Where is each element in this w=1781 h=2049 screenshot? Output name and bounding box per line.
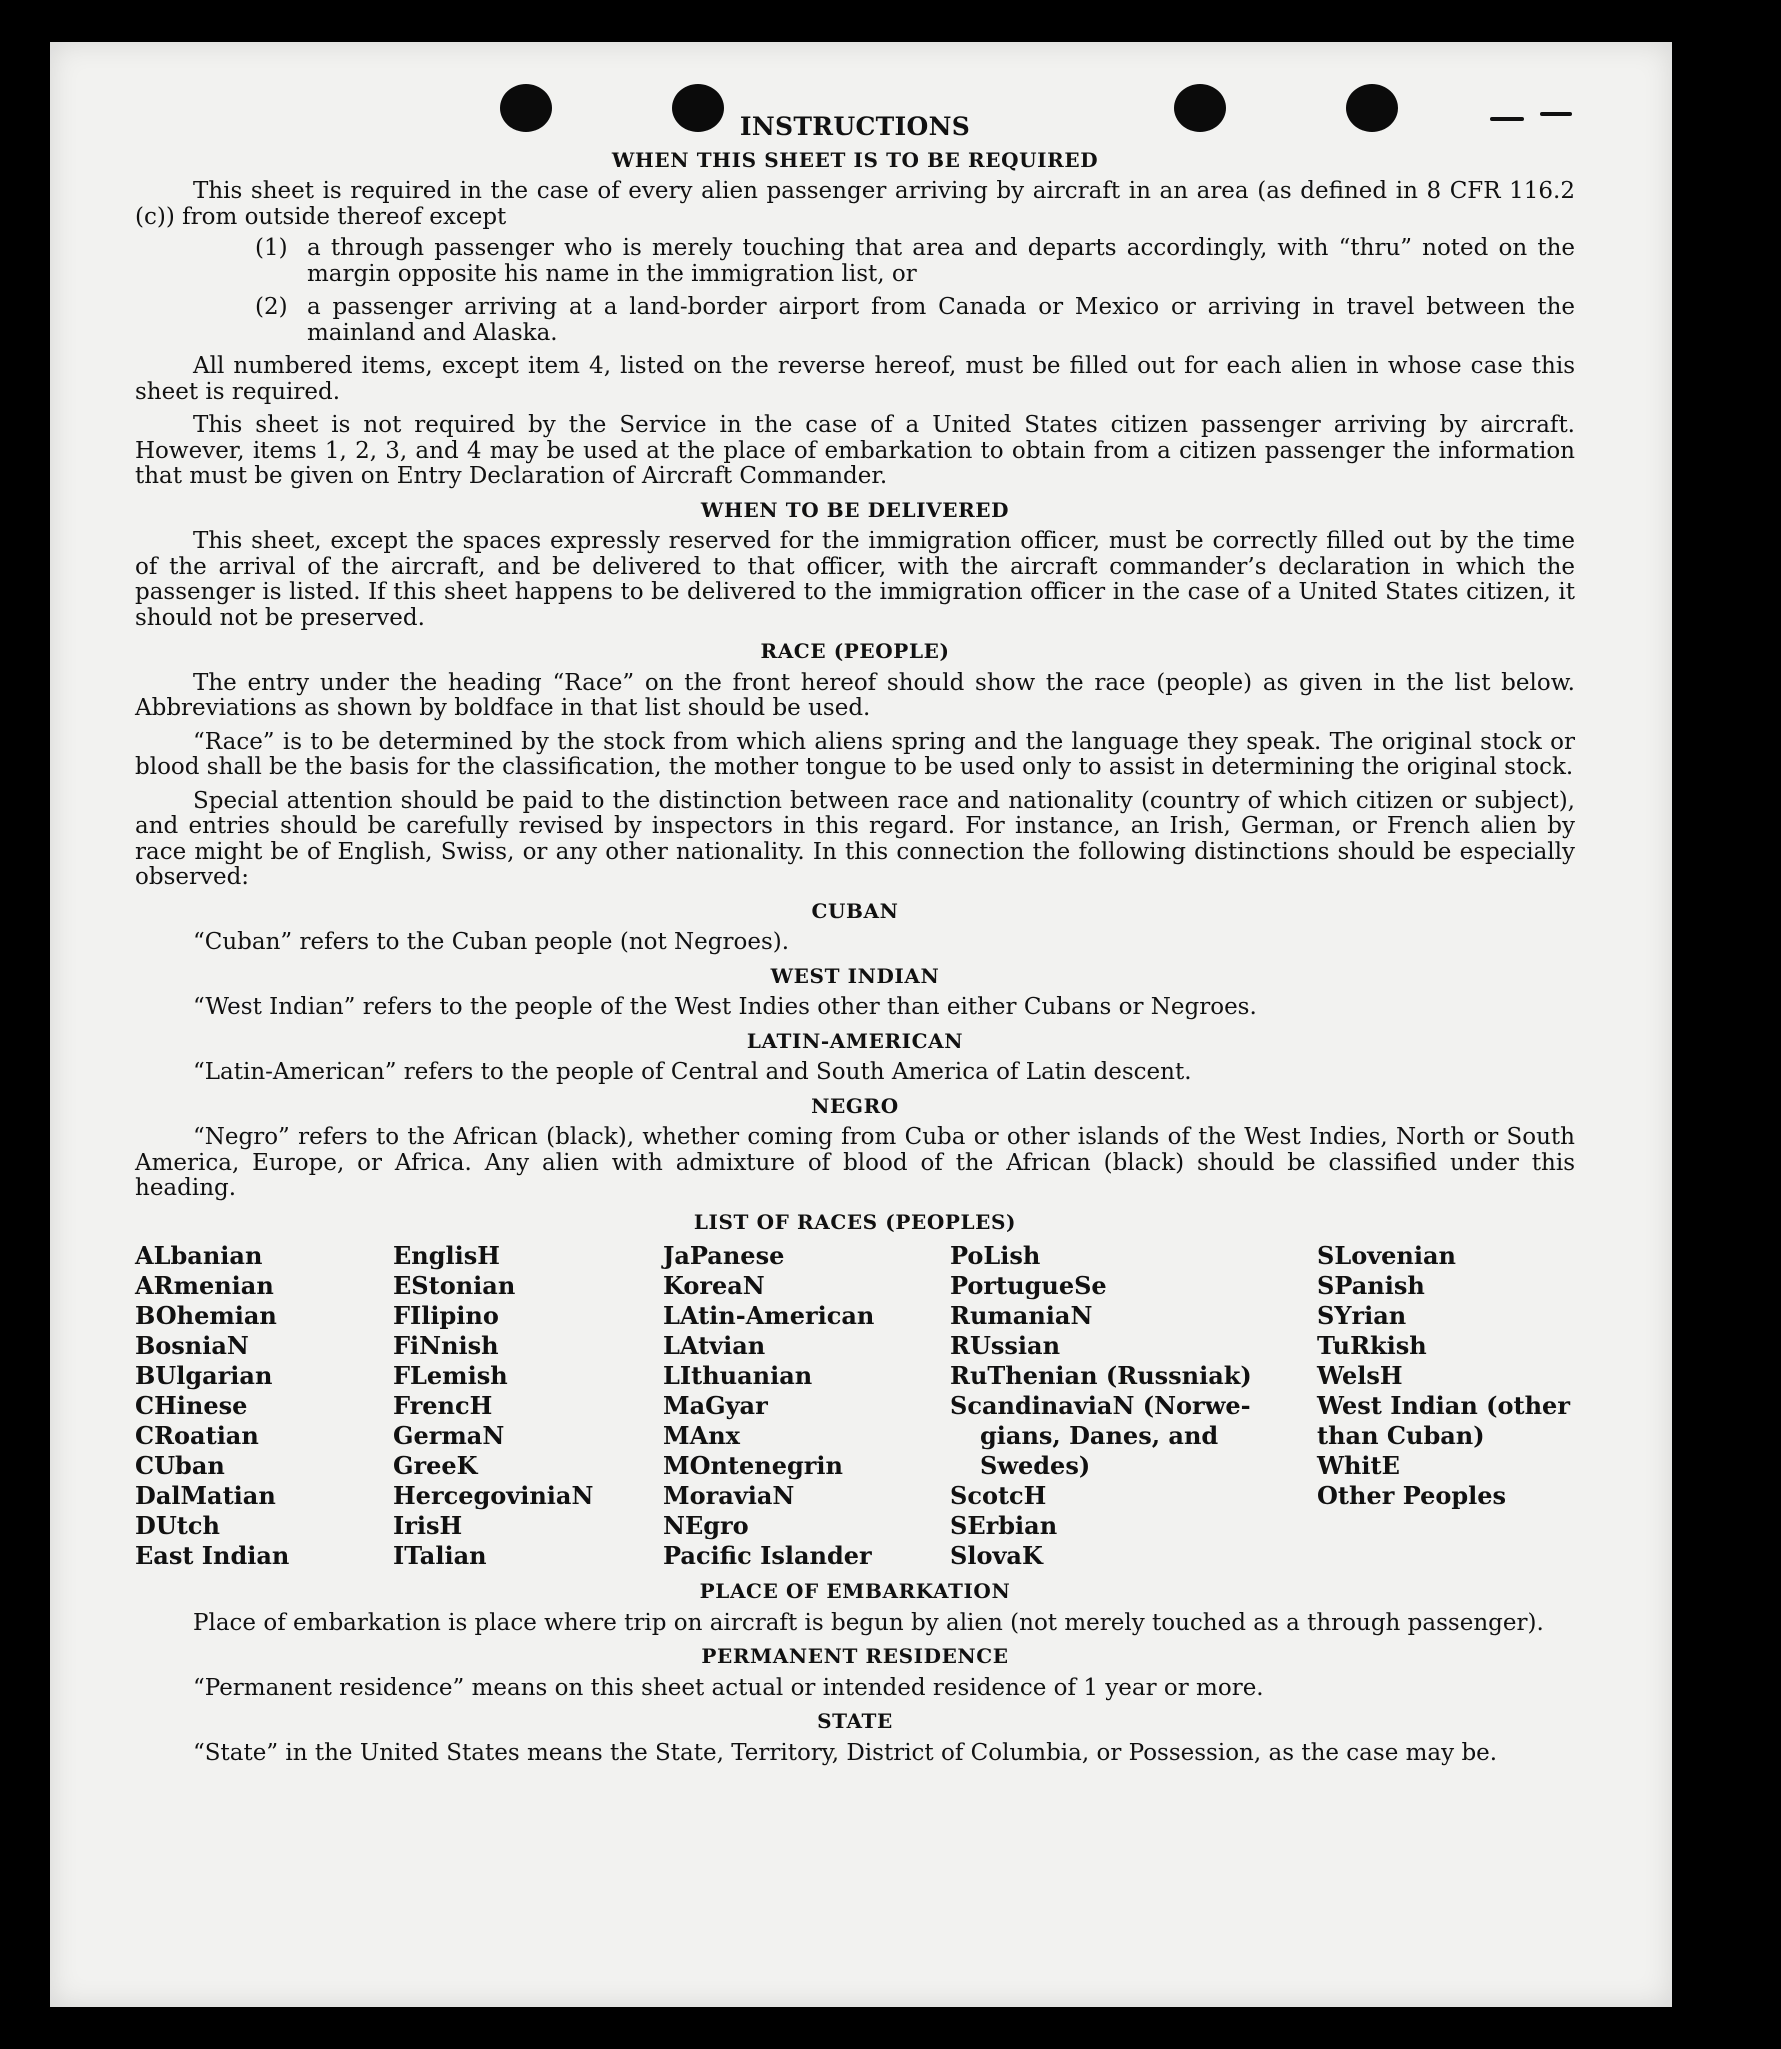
section-heading: CUBAN bbox=[811, 898, 899, 923]
race-entry: BOhemian bbox=[135, 1301, 277, 1330]
race-entry: ScotcH bbox=[950, 1481, 1047, 1510]
race-entry: PoLish bbox=[950, 1241, 1041, 1270]
race-column bbox=[393, 1241, 663, 1571]
race-entry: NEgro bbox=[663, 1511, 749, 1540]
race-entry: ARmenian bbox=[135, 1271, 274, 1300]
race-entry: LAtvian bbox=[663, 1331, 766, 1360]
race-entry: FIlipino bbox=[393, 1301, 499, 1330]
paragraph: “Permanent residence” means on this sheet actual or intended residence of 1 year or more. bbox=[193, 1674, 1264, 1701]
race-entry: BUlgarian bbox=[135, 1361, 273, 1390]
race-entry: DalMatian bbox=[135, 1481, 276, 1510]
list-item bbox=[255, 295, 1575, 346]
race-entry: ALbanian bbox=[135, 1241, 263, 1270]
race-entry: GreeK bbox=[393, 1451, 478, 1480]
paragraph: “State” in the United States means the State, Territory, District of Columbia, or Possession, as the case may be. bbox=[193, 1739, 1498, 1766]
paragraph: “Negro” refers to the African (black), whether coming from Cuba or other islands of the West Indies, North or South America, Europe, or Africa. Any alien with admixture of blood of the African (black) should be classified under this heading. bbox=[135, 1124, 1575, 1201]
race-entry: SYrian bbox=[1317, 1301, 1407, 1330]
race-entry: LAtin-American bbox=[663, 1301, 875, 1330]
paragraph: “Race” is to be determined by the stock from which aliens spring and the language they speak. The original stock or blood shall be the basis for the classification, the mother tongue to be used only to assist in determining the original stock. bbox=[135, 728, 1575, 780]
race-entry: RumaniaN bbox=[950, 1301, 1093, 1330]
item-number: (2) bbox=[255, 294, 288, 320]
paragraph: “West Indian” refers to the people of the West Indies other than either Cubans or Negroes. bbox=[193, 994, 1257, 1020]
race-entry: FiNnish bbox=[393, 1331, 499, 1360]
race-entry: Other Peoples bbox=[1317, 1481, 1507, 1510]
race-entry: FLemish bbox=[393, 1361, 508, 1390]
section-heading: STATE bbox=[817, 1709, 893, 1733]
section-heading: WEST INDIAN bbox=[770, 963, 940, 988]
race-entry: GermaN bbox=[393, 1421, 505, 1450]
item-text: a through passenger who is merely touching that area and departs accordingly, with “thru” noted on the margin opposite his name in the immigration list, or bbox=[307, 235, 1575, 287]
race-entry: EStonian bbox=[393, 1271, 516, 1300]
race-entry: East Indian bbox=[135, 1541, 290, 1570]
page-title: INSTRUCTIONS bbox=[739, 112, 971, 141]
paragraph: Special attention should be paid to the distinction between race and nationality (country of which citizen or subject), and entries should be carefully revised by inspectors in this regard. For instance, an Irish, German, or French alien by race might be of English, Swiss, or any other nationality. In this connection the following distinctions should be especially observed: bbox=[135, 787, 1575, 890]
section-heading: RACE (PEOPLE) bbox=[760, 639, 950, 663]
race-entry: ScandinaviaN (Norwe- bbox=[950, 1391, 1251, 1420]
race-entry: CUban bbox=[135, 1451, 225, 1480]
item-text: a passenger arriving at a land-border airport from Canada or Mexico or arriving in travel between the mainland and Alaska. bbox=[307, 294, 1575, 346]
paragraph: Place of embarkation is place where trip on aircraft is begun by alien (not merely touched as a through passenger). bbox=[193, 1609, 1544, 1636]
race-entry: Pacific Islander bbox=[663, 1541, 872, 1570]
race-entry: MoraviaN bbox=[663, 1481, 795, 1510]
paragraph: “Latin-American” refers to the people of Central and South America of Latin descent. bbox=[193, 1059, 1192, 1085]
race-entry: MOntenegrin bbox=[663, 1451, 843, 1480]
section-heading: LATIN-AMERICAN bbox=[746, 1028, 964, 1053]
race-entry: BosniaN bbox=[135, 1331, 249, 1360]
race-list bbox=[135, 1241, 1575, 1571]
section-heading: WHEN THIS SHEET IS TO BE REQUIRED bbox=[611, 147, 1099, 172]
race-entry: SLovenian bbox=[1317, 1241, 1456, 1270]
race-entry: TuRkish bbox=[1317, 1331, 1427, 1360]
paragraph: This sheet is not required by the Service in the case of a United States citizen passenger arriving by aircraft. However, items 1, 2, 3, and 4 may be used at the place of embarkation to obtain from a citizen passenger the information that must be given on Entry Declaration of Aircraft Commander. bbox=[135, 412, 1575, 489]
section-heading: WHEN TO BE DELIVERED bbox=[700, 497, 1010, 522]
paragraph: “Cuban” refers to the Cuban people (not Negroes). bbox=[193, 929, 790, 955]
race-entry: CHinese bbox=[135, 1391, 248, 1420]
race-column bbox=[1317, 1241, 1575, 1571]
race-entry: LIthuanian bbox=[663, 1361, 813, 1390]
race-entry: ITalian bbox=[393, 1541, 487, 1570]
race-entry: HercegoviniaN bbox=[393, 1481, 594, 1510]
paragraph: All numbered items, except item 4, listed on the reverse hereof, must be filled out for each alien in whose case this sheet is required. bbox=[135, 353, 1575, 405]
race-entry: WhitE bbox=[1317, 1451, 1400, 1480]
race-entry: RuThenian (Russniak) bbox=[950, 1361, 1252, 1390]
race-column bbox=[950, 1241, 1317, 1571]
race-entry: EnglisH bbox=[393, 1241, 500, 1270]
race-entry: gians, Danes, and bbox=[980, 1421, 1219, 1450]
race-entry: JaPanese bbox=[663, 1241, 785, 1270]
paragraph: The entry under the heading “Race” on the front hereof should show the race (people) as given in the list below. Abbreviations as shown by boldface in that list should be used. bbox=[135, 669, 1575, 721]
race-entry: FrencH bbox=[393, 1391, 493, 1420]
race-entry: WelsH bbox=[1317, 1361, 1403, 1390]
paragraph: This sheet, except the spaces expressly reserved for the immigration officer, must be correctly filled out by the time of the arrival of the aircraft, and be delivered to that officer, with the aircraft commander’s declaration in which the passenger is listed. If this sheet happens to be delivered to the immigration officer in the case of a United States citizen, it should not be preserved. bbox=[135, 528, 1575, 631]
race-entry: than Cuban) bbox=[1317, 1421, 1485, 1450]
race-entry: Swedes) bbox=[980, 1451, 1091, 1480]
section-heading: LIST OF RACES (PEOPLES) bbox=[693, 1209, 1017, 1234]
race-column bbox=[135, 1241, 393, 1571]
race-entry: IrisH bbox=[393, 1511, 463, 1540]
race-entry: DUtch bbox=[135, 1511, 220, 1540]
race-entry: RUssian bbox=[950, 1331, 1061, 1360]
race-entry: MAnx bbox=[663, 1421, 740, 1450]
instructions-content bbox=[135, 114, 1575, 1774]
section-heading: NEGRO bbox=[811, 1093, 899, 1118]
paragraph: This sheet is required in the case of every alien passenger arriving by aircraft in an area (as defined in 8 CFR 116.2 (c)) from outside thereof except bbox=[135, 178, 1575, 230]
race-column bbox=[663, 1241, 950, 1571]
section-heading: PLACE OF EMBARKATION bbox=[699, 1579, 1011, 1603]
race-entry: KoreaN bbox=[663, 1271, 765, 1300]
section-heading: PERMANENT RESIDENCE bbox=[701, 1644, 1009, 1668]
race-entry: MaGyar bbox=[663, 1391, 768, 1420]
race-entry: PortugueSe bbox=[950, 1271, 1107, 1300]
race-entry: CRoatian bbox=[135, 1421, 259, 1450]
race-entry: SlovaK bbox=[950, 1541, 1043, 1570]
item-number: (1) bbox=[255, 235, 288, 261]
race-entry: SErbian bbox=[950, 1511, 1058, 1540]
race-entry: West Indian (other bbox=[1317, 1391, 1570, 1420]
race-entry: SPanish bbox=[1317, 1271, 1425, 1300]
document-page bbox=[50, 42, 1672, 2007]
list-item bbox=[255, 236, 1575, 287]
